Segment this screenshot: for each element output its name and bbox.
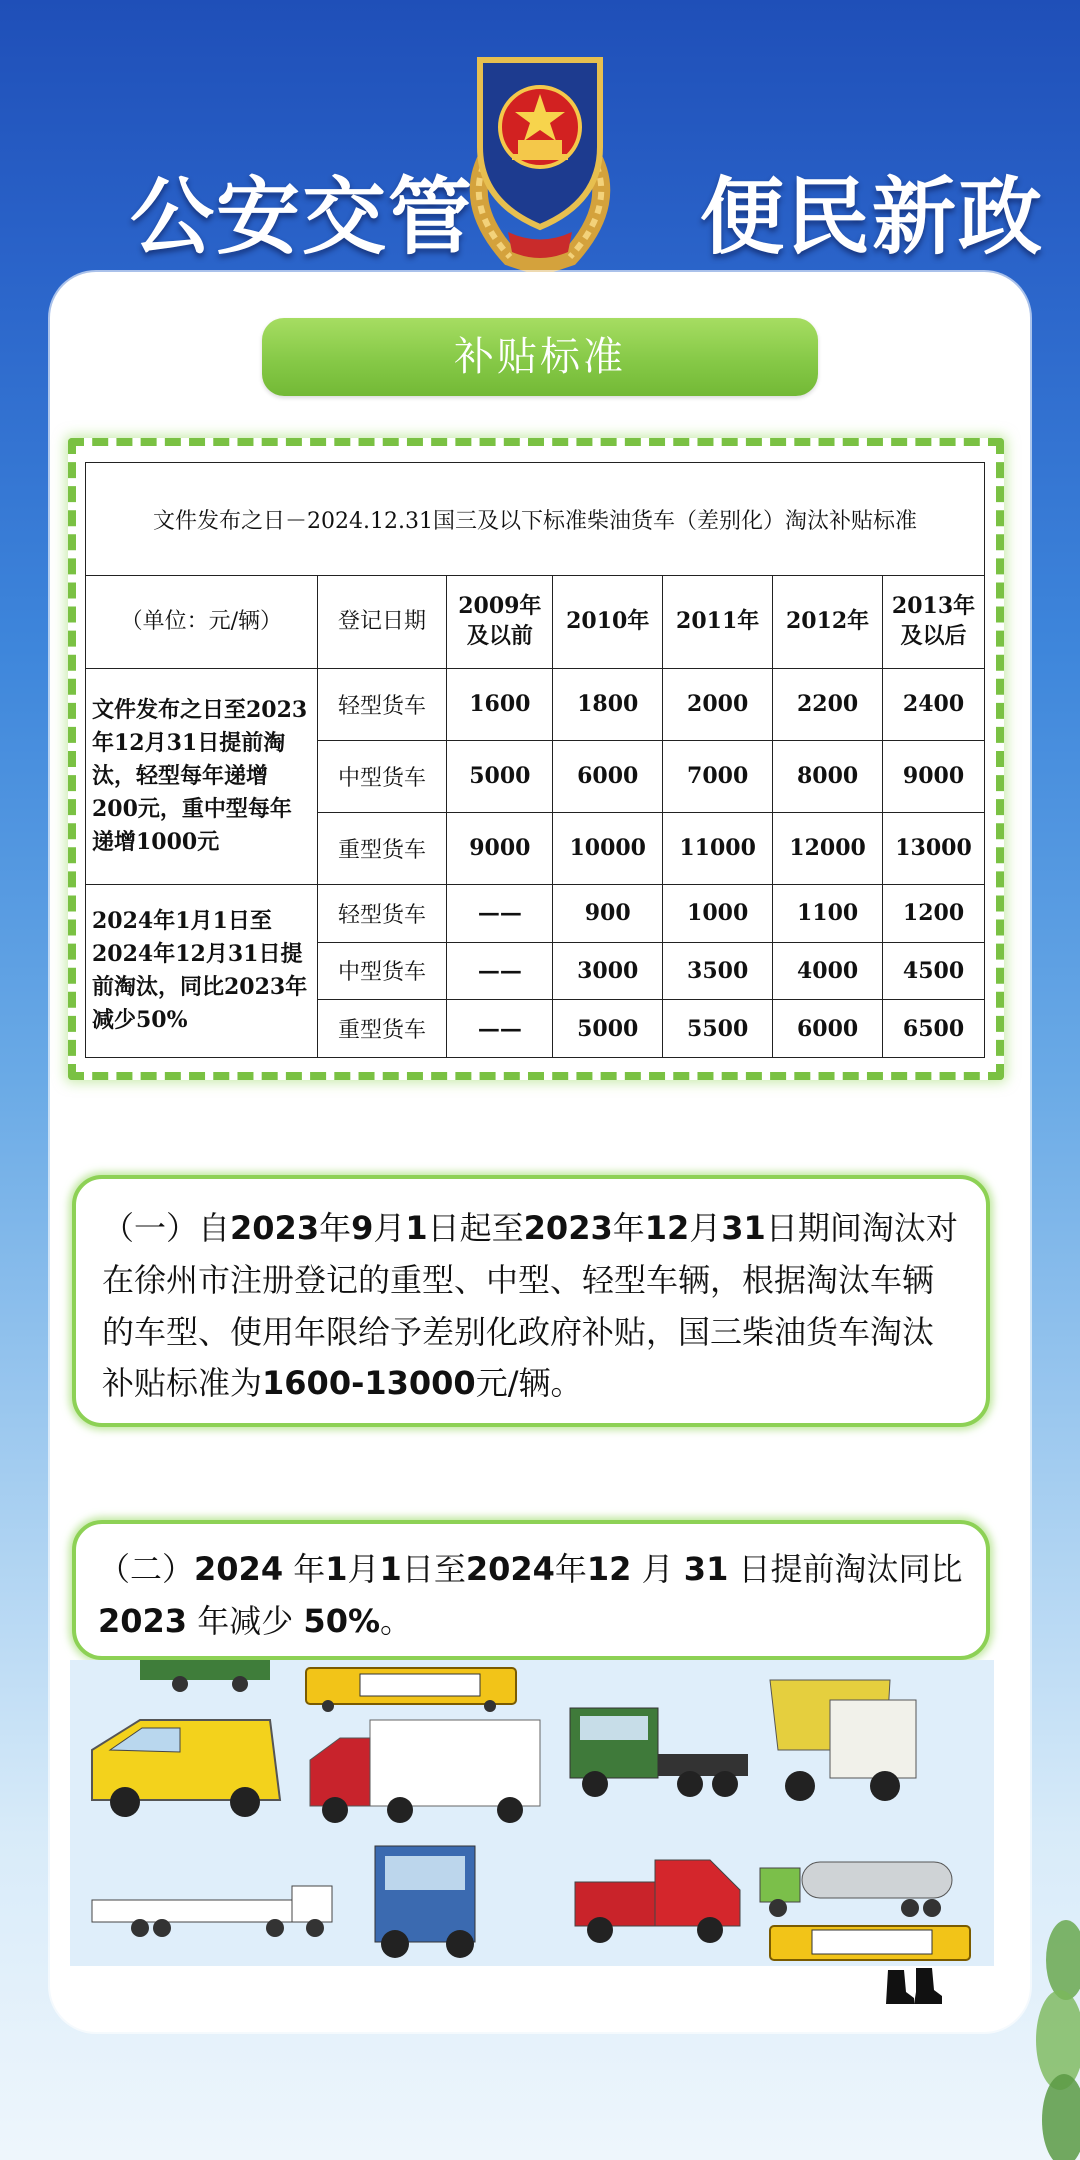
notice-number: 50% xyxy=(303,1601,381,1640)
vehicle-type: 中型货车 xyxy=(317,942,447,1000)
value-cell: 2200 xyxy=(773,669,883,741)
notice-text: 日提前淘汰同比 xyxy=(728,1550,963,1588)
table-row xyxy=(86,669,985,741)
group-description: 文件发布之日至2023年12月31日提前淘汰，轻型每年递增200元，重中型每年递增1000元 xyxy=(86,669,318,885)
notice-number: 1600-13000 xyxy=(262,1364,476,1403)
notice-two xyxy=(72,1520,990,1660)
year-header: 2011年 xyxy=(663,576,773,669)
header-left-title: 公安交管 xyxy=(130,168,475,266)
value-cell: 7000 xyxy=(663,740,773,812)
notice-text: 日起至 xyxy=(427,1209,524,1247)
subsidy-table xyxy=(85,462,985,1058)
notice-number: 12 xyxy=(586,1550,632,1588)
value-cell: 5500 xyxy=(663,1000,773,1058)
vehicle-type: 重型货车 xyxy=(317,812,447,884)
notice-text: 月 xyxy=(347,1550,380,1588)
year-header: 2013年 及以后 xyxy=(883,576,985,669)
value-cell: 12000 xyxy=(773,812,883,884)
shoes-icon xyxy=(884,1962,944,2006)
value-cell: 1200 xyxy=(883,884,985,942)
notice-text: （一）自 xyxy=(102,1209,231,1247)
value-cell: 4500 xyxy=(883,942,985,1000)
value-cell: 5000 xyxy=(553,1000,663,1058)
notice-text: 年 xyxy=(319,1209,352,1247)
notice-text: 月 xyxy=(689,1209,722,1247)
value-cell: 11000 xyxy=(663,812,773,884)
notice-text: 月 xyxy=(373,1209,406,1247)
notice-number: 31 xyxy=(721,1209,766,1247)
notice-number: 12 xyxy=(644,1209,690,1247)
value-cell: 2400 xyxy=(883,669,985,741)
section-label: 补贴标准 xyxy=(262,318,818,396)
notice-number: 31 xyxy=(683,1550,729,1588)
vehicle-type: 重型货车 xyxy=(317,1000,447,1058)
notice-number: 2024 xyxy=(465,1550,555,1588)
value-cell: 8000 xyxy=(773,740,883,812)
value-cell: 9000 xyxy=(447,812,553,884)
unit-label: （单位：元/辆） xyxy=(86,576,318,669)
value-cell: 1100 xyxy=(773,884,883,942)
value-cell: 13000 xyxy=(883,812,985,884)
value-cell: 4000 xyxy=(773,942,883,1000)
value-cell: —— xyxy=(447,942,553,1000)
notice-one xyxy=(72,1175,990,1427)
value-cell: 2000 xyxy=(663,669,773,741)
value-cell: 6000 xyxy=(773,1000,883,1058)
notice-number: 1 xyxy=(405,1209,428,1247)
tree-icon xyxy=(1030,1900,1080,2160)
notice-number: 1 xyxy=(379,1550,402,1588)
notice-text: （二） xyxy=(98,1550,195,1588)
notice-number: 2023 xyxy=(230,1209,320,1247)
notice-number: 2023 xyxy=(98,1601,188,1640)
value-cell: 6000 xyxy=(553,740,663,812)
table-row xyxy=(86,884,985,942)
value-cell: 10000 xyxy=(553,812,663,884)
value-cell: 6500 xyxy=(883,1000,985,1058)
value-cell: 1000 xyxy=(663,884,773,942)
table-caption: 文件发布之日－2024.12.31国三及以下标准柴油货车（差别化）淘汰补贴标准 xyxy=(86,463,985,576)
blue-cab-icon xyxy=(375,1846,475,1958)
value-cell: 1600 xyxy=(447,669,553,741)
notice-number: 2023 xyxy=(523,1209,613,1247)
notice-text: 。 xyxy=(380,1601,413,1640)
vehicle-type: 轻型货车 xyxy=(317,669,447,741)
value-cell: 5000 xyxy=(447,740,553,812)
notice-number: 9 xyxy=(351,1209,374,1247)
value-cell: 900 xyxy=(553,884,663,942)
year-header: 2012年 xyxy=(773,576,883,669)
value-cell: 1800 xyxy=(553,669,663,741)
vehicle-type: 中型货车 xyxy=(317,740,447,812)
notice-text: 元/辆。 xyxy=(475,1364,583,1403)
notice-number: 2024 xyxy=(194,1550,284,1588)
year-header: 2010年 xyxy=(553,576,663,669)
bus-icon xyxy=(770,1926,970,1960)
notice-text: 月 xyxy=(631,1550,684,1588)
vehicle-illustrations xyxy=(70,1660,994,1966)
notice-text: 年减少 xyxy=(187,1601,304,1640)
value-cell: 9000 xyxy=(883,740,985,812)
header-right-title: 便民新政 xyxy=(700,168,1045,266)
value-cell: —— xyxy=(447,1000,553,1058)
value-cell: 3500 xyxy=(663,942,773,1000)
police-emblem-icon xyxy=(450,42,630,272)
reg-date-label: 登记日期 xyxy=(317,576,447,669)
notice-number: 1 xyxy=(325,1550,348,1588)
group-description: 2024年1月1日至2024年12月31日提前淘汰，同比2023年减少50% xyxy=(86,884,318,1057)
notice-text: 年 xyxy=(283,1550,326,1588)
notice-text: 年 xyxy=(612,1209,645,1247)
value-cell: 3000 xyxy=(553,942,663,1000)
year-header: 2009年 及以前 xyxy=(447,576,553,669)
value-cell: —— xyxy=(447,884,553,942)
notice-text: 日至 xyxy=(401,1550,466,1588)
notice-text: 日期间淘汰对在徐州市注册登记的重型、中型、轻型车辆，根据淘汰车辆的车型、使用年限给予差别化政府补贴，国三柴油货车淘汰补贴标准为 xyxy=(102,1209,958,1403)
notice-text: 年 xyxy=(554,1550,587,1588)
vehicle-type: 轻型货车 xyxy=(317,884,447,942)
